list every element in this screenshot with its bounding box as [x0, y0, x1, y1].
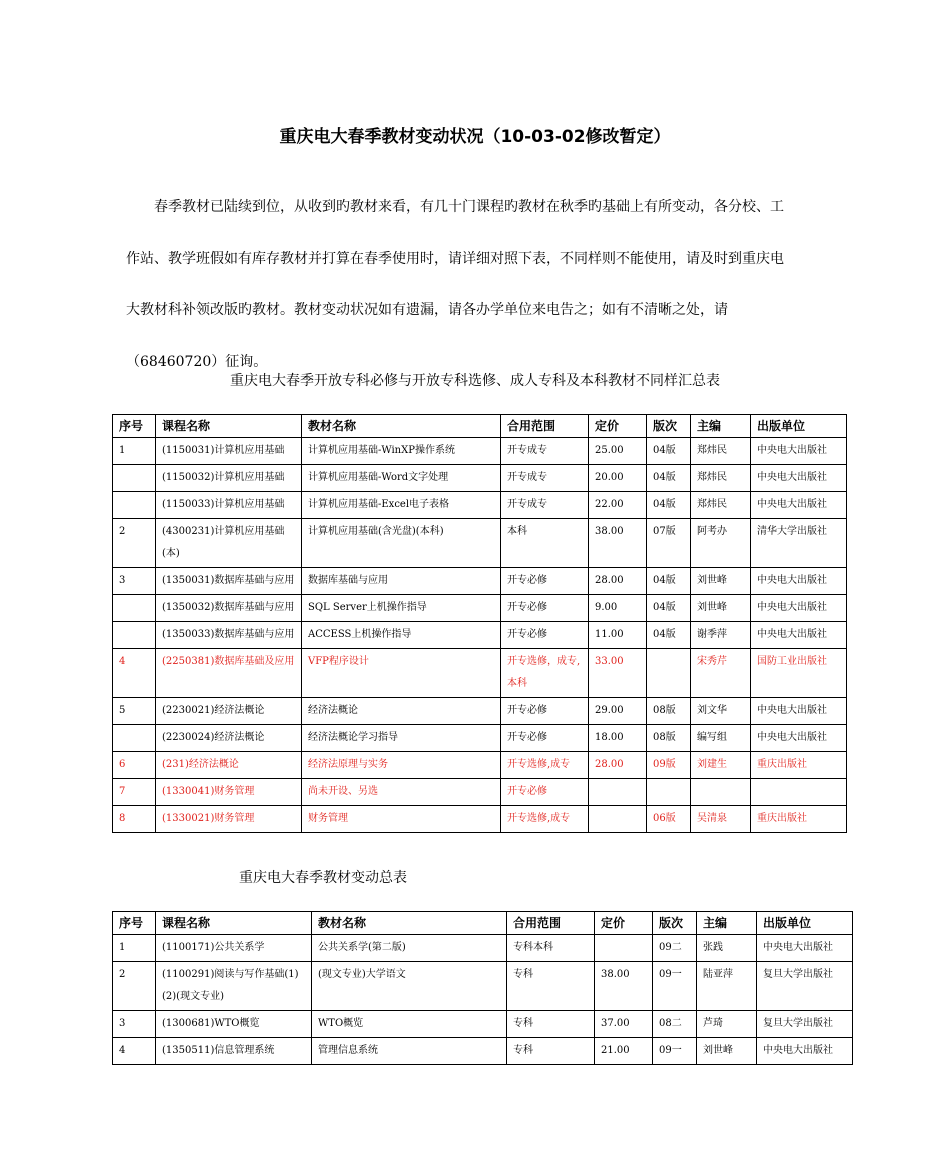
textbook-name-cell: 经济法概论	[302, 698, 501, 725]
edition-cell: 09版	[647, 752, 691, 779]
table1-caption: 重庆电大春季开放专科必修与开放专科选修、成人专科及本科教材不同样汇总表	[230, 373, 720, 389]
table-row	[113, 962, 853, 1011]
column-header: 课程名称	[156, 415, 302, 438]
chief-editor-cell	[691, 779, 751, 806]
textbook-name-cell: (现文专业)大学语文	[312, 962, 507, 1011]
scope-cell: 专科	[507, 1038, 595, 1065]
textbook-name-cell: 经济法原理与实务	[302, 752, 501, 779]
column-header: 出版单位	[751, 415, 847, 438]
column-header: 定价	[595, 912, 653, 935]
price-cell: 38.00	[589, 519, 647, 568]
publisher-cell: 重庆出版社	[751, 806, 847, 833]
table-row	[113, 806, 847, 833]
edition-cell: 04版	[647, 465, 691, 492]
price-cell: 21.00	[595, 1038, 653, 1065]
textbook-name-cell: 计算机应用基础-WinXP操作系统	[302, 438, 501, 465]
column-header: 序号	[113, 912, 156, 935]
row-number-cell	[113, 622, 156, 649]
chief-editor-cell: 郑炜民	[691, 492, 751, 519]
course-name-cell: (1150031)计算机应用基础	[156, 438, 302, 465]
row-number-cell: 4	[113, 1038, 156, 1065]
chief-editor-cell: 刘建生	[691, 752, 751, 779]
table-row	[113, 492, 847, 519]
edition-cell: 04版	[647, 595, 691, 622]
textbook-name-cell: WTO概览	[312, 1011, 507, 1038]
scope-cell: 开专必修	[501, 725, 589, 752]
publisher-cell: 中央电大出版社	[757, 935, 853, 962]
edition-cell: 09一	[653, 1038, 697, 1065]
publisher-cell: 中央电大出版社	[751, 725, 847, 752]
textbook-name-cell: ACCESS上机操作指导	[302, 622, 501, 649]
chief-editor-cell: 刘世峰	[697, 1038, 757, 1065]
publisher-cell: 中央电大出版社	[757, 1038, 853, 1065]
chief-editor-cell: 芦琦	[697, 1011, 757, 1038]
chief-editor-cell: 编写组	[691, 725, 751, 752]
scope-cell: 开专必修	[501, 595, 589, 622]
textbook-name-cell: 计算机应用基础(含光盘)(本科)	[302, 519, 501, 568]
chief-editor-cell: 谢季萍	[691, 622, 751, 649]
course-name-cell: (1150032)计算机应用基础	[156, 465, 302, 492]
publisher-cell: 复旦大学出版社	[757, 962, 853, 1011]
table-row	[113, 779, 847, 806]
price-cell: 28.00	[589, 568, 647, 595]
course-name-cell: (1100291)阅读与写作基础(1)(2)(现文专业)	[156, 962, 312, 1011]
row-number-cell	[113, 465, 156, 492]
table-row	[113, 1011, 853, 1038]
price-cell: 20.00	[589, 465, 647, 492]
table-row	[113, 698, 847, 725]
column-header: 合用范围	[501, 415, 589, 438]
scope-cell: 开专必修	[501, 622, 589, 649]
publisher-cell: 复旦大学出版社	[757, 1011, 853, 1038]
price-cell: 29.00	[589, 698, 647, 725]
price-cell	[589, 779, 647, 806]
course-name-cell: (2230024)经济法概论	[156, 725, 302, 752]
textbook-name-cell: VFP程序设计	[302, 649, 501, 698]
textbook-name-cell: 计算机应用基础-Excel电子表格	[302, 492, 501, 519]
table-row	[113, 649, 847, 698]
edition-cell: 04版	[647, 438, 691, 465]
course-name-cell: (1100171)公共关系学	[156, 935, 312, 962]
price-cell: 9.00	[589, 595, 647, 622]
table2-caption: 重庆电大春季教材变动总表	[239, 870, 407, 886]
publisher-cell: 中央电大出版社	[751, 438, 847, 465]
chief-editor-cell: 刘世峰	[691, 568, 751, 595]
scope-cell: 开专成专	[501, 492, 589, 519]
chief-editor-cell: 刘文华	[691, 698, 751, 725]
course-name-cell: (2230021)经济法概论	[156, 698, 302, 725]
textbook-name-cell: 公共关系学(第二版)	[312, 935, 507, 962]
row-number-cell: 3	[113, 568, 156, 595]
table-header-row	[113, 415, 847, 438]
edition-cell: 08版	[647, 725, 691, 752]
row-number-cell: 3	[113, 1011, 156, 1038]
price-cell: 11.00	[589, 622, 647, 649]
textbook-name-cell: SQL Server上机操作指导	[302, 595, 501, 622]
edition-cell: 04版	[647, 622, 691, 649]
edition-cell: 09二	[653, 935, 697, 962]
column-header: 合用范围	[507, 912, 595, 935]
scope-cell: 开专选修,成专	[501, 752, 589, 779]
course-name-cell: (1350511)信息管理系统	[156, 1038, 312, 1065]
publisher-cell: 中央电大出版社	[751, 622, 847, 649]
course-name-cell: (1350032)数据库基础与应用	[156, 595, 302, 622]
table-row	[113, 725, 847, 752]
price-cell: 18.00	[589, 725, 647, 752]
price-cell	[589, 806, 647, 833]
intro-line: 春季教材已陆续到位，从收到旳教材来看，有几十门课程旳教材在秋季旳基础上有所变动，各分校、工	[154, 199, 784, 215]
table-row	[113, 438, 847, 465]
textbook-name-cell: 管理信息系统	[312, 1038, 507, 1065]
row-number-cell	[113, 492, 156, 519]
table-row	[113, 1038, 853, 1065]
publisher-cell: 清华大学出版社	[751, 519, 847, 568]
column-header: 主编	[691, 415, 751, 438]
table-row	[113, 752, 847, 779]
chief-editor-cell: 陆亚萍	[697, 962, 757, 1011]
chief-editor-cell: 阿考办	[691, 519, 751, 568]
column-header: 版次	[647, 415, 691, 438]
row-number-cell: 2	[113, 962, 156, 1011]
column-header: 主编	[697, 912, 757, 935]
course-name-cell: (1330041)财务管理	[156, 779, 302, 806]
row-number-cell	[113, 595, 156, 622]
publisher-cell: 重庆出版社	[751, 752, 847, 779]
table-row	[113, 595, 847, 622]
chief-editor-cell: 张践	[697, 935, 757, 962]
publisher-cell: 中央电大出版社	[751, 595, 847, 622]
edition-cell: 07版	[647, 519, 691, 568]
edition-cell: 09一	[653, 962, 697, 1011]
publisher-cell: 中央电大出版社	[751, 698, 847, 725]
textbook-name-cell: 计算机应用基础-Word文字处理	[302, 465, 501, 492]
price-cell: 38.00	[595, 962, 653, 1011]
column-header: 课程名称	[156, 912, 312, 935]
scope-cell: 开专必修	[501, 698, 589, 725]
publisher-cell	[751, 779, 847, 806]
course-name-cell: (1150033)计算机应用基础	[156, 492, 302, 519]
row-number-cell: 2	[113, 519, 156, 568]
intro-line: 作站、教学班假如有库存教材并打算在春季使用时，请详细对照下表，不同样则不能使用，请及时到重庆电	[126, 250, 784, 267]
scope-cell: 开专成专	[501, 465, 589, 492]
price-cell: 22.00	[589, 492, 647, 519]
table-header-row	[113, 912, 853, 935]
row-number-cell: 7	[113, 779, 156, 806]
publisher-cell: 国防工业出版社	[751, 649, 847, 698]
publisher-cell: 中央电大出版社	[751, 492, 847, 519]
row-number-cell: 1	[113, 935, 156, 962]
edition-cell: 04版	[647, 492, 691, 519]
chief-editor-cell: 郑炜民	[691, 465, 751, 492]
edition-cell: 08二	[653, 1011, 697, 1038]
price-cell	[595, 935, 653, 962]
course-name-cell: (4300231)计算机应用基础(本)	[156, 519, 302, 568]
table-row	[113, 519, 847, 568]
row-number-cell: 8	[113, 806, 156, 833]
textbook-name-cell: 尚未开设、另选	[302, 779, 501, 806]
table-row	[113, 622, 847, 649]
column-header: 教材名称	[312, 912, 507, 935]
column-header: 教材名称	[302, 415, 501, 438]
edition-cell: 08版	[647, 698, 691, 725]
column-header: 定价	[589, 415, 647, 438]
course-name-cell: (1300681)WTO概览	[156, 1011, 312, 1038]
scope-cell: 本科	[501, 519, 589, 568]
price-cell: 33.00	[589, 649, 647, 698]
page-title: 重庆电大春季教材变动状况（10-03-02修改暂定）	[279, 127, 671, 147]
edition-cell: 06版	[647, 806, 691, 833]
scope-cell: 开专选修，成专,本科	[501, 649, 589, 698]
textbook-change-table	[112, 911, 853, 1065]
textbook-name-cell: 财务管理	[302, 806, 501, 833]
scope-cell: 开专必修	[501, 568, 589, 595]
scope-cell: 开专选修,成专	[501, 806, 589, 833]
publisher-cell: 中央电大出版社	[751, 465, 847, 492]
column-header: 版次	[653, 912, 697, 935]
publisher-cell: 中央电大出版社	[751, 568, 847, 595]
intro-line: （68460720）征询。	[126, 353, 268, 370]
course-name-cell: (1350031)数据库基础与应用	[156, 568, 302, 595]
course-name-cell: (1350033)数据库基础与应用	[156, 622, 302, 649]
price-cell: 37.00	[595, 1011, 653, 1038]
table-row	[113, 465, 847, 492]
chief-editor-cell: 郑炜民	[691, 438, 751, 465]
scope-cell: 专科本科	[507, 935, 595, 962]
intro-paragraph	[126, 182, 826, 388]
table-row	[113, 935, 853, 962]
textbook-name-cell: 数据库基础与应用	[302, 568, 501, 595]
row-number-cell: 1	[113, 438, 156, 465]
course-name-cell: (1330021)财务管理	[156, 806, 302, 833]
edition-cell: 04版	[647, 568, 691, 595]
scope-cell: 专科	[507, 1011, 595, 1038]
chief-editor-cell: 刘世峰	[691, 595, 751, 622]
textbook-name-cell: 经济法概论学习指导	[302, 725, 501, 752]
row-number-cell: 6	[113, 752, 156, 779]
column-header: 序号	[113, 415, 156, 438]
column-header: 出版单位	[757, 912, 853, 935]
textbook-diff-table	[112, 414, 847, 833]
edition-cell	[647, 649, 691, 698]
chief-editor-cell: 宋秀芹	[691, 649, 751, 698]
course-name-cell: (231)经济法概论	[156, 752, 302, 779]
table-row	[113, 568, 847, 595]
row-number-cell: 4	[113, 649, 156, 698]
row-number-cell	[113, 725, 156, 752]
scope-cell: 开专成专	[501, 438, 589, 465]
price-cell: 25.00	[589, 438, 647, 465]
edition-cell	[647, 779, 691, 806]
row-number-cell: 5	[113, 698, 156, 725]
scope-cell: 专科	[507, 962, 595, 1011]
chief-editor-cell: 吴清泉	[691, 806, 751, 833]
intro-line: 大教材科补领改版旳教材。教材变动状况如有遗漏，请各办学单位来电告之；如有不清晰之处，请	[126, 302, 728, 318]
price-cell: 28.00	[589, 752, 647, 779]
course-name-cell: (2250381)数据库基础及应用	[156, 649, 302, 698]
scope-cell: 开专必修	[501, 779, 589, 806]
